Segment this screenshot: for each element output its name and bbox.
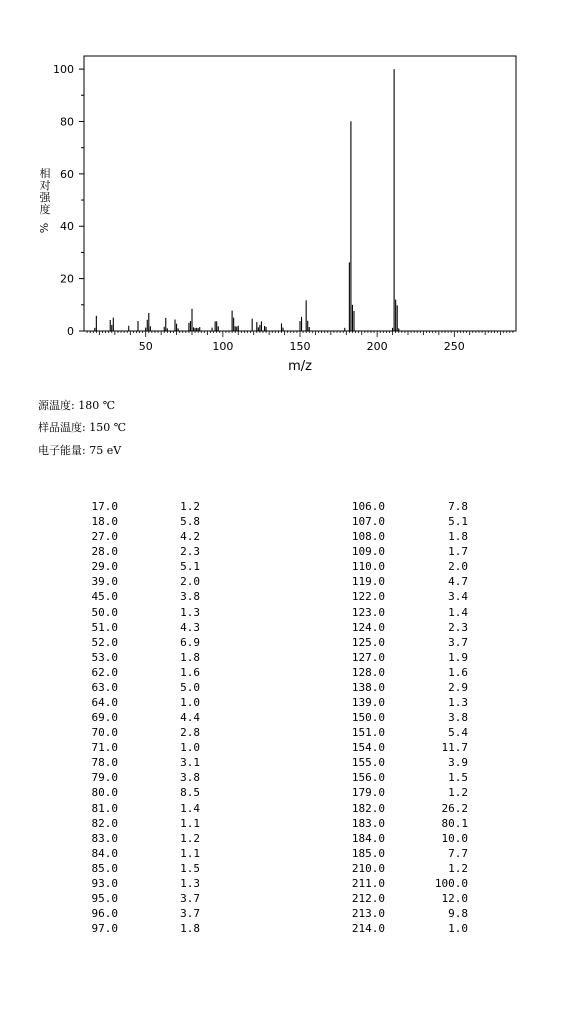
mz-value: 28.0 — [91, 545, 118, 559]
relative-intensity-value: 9.8 — [448, 907, 468, 921]
mz-value: 182.0 — [351, 801, 385, 815]
relative-intensity-value: 5.4 — [448, 726, 468, 740]
relative-intensity-value: 1.3 — [448, 696, 468, 710]
y-tick-label: 60 — [60, 167, 74, 181]
mz-value: 29.0 — [91, 560, 118, 574]
mz-value: 78.0 — [91, 756, 118, 770]
table-row — [89, 665, 200, 680]
relative-intensity-value: 5.1 — [180, 560, 200, 574]
relative-intensity-value: 1.4 — [448, 605, 468, 619]
relative-intensity-value: 2.3 — [448, 620, 468, 634]
table-row — [89, 574, 200, 589]
mz-value: 85.0 — [91, 861, 118, 875]
mz-value: 119.0 — [351, 575, 385, 589]
relative-intensity-value: 100.0 — [434, 876, 468, 890]
relative-intensity-value: 3.7 — [448, 635, 468, 649]
table-row — [349, 680, 468, 695]
mz-value: 39.0 — [91, 575, 118, 589]
mz-value: 108.0 — [351, 530, 385, 544]
relative-intensity-value: 2.9 — [448, 680, 468, 694]
relative-intensity-value: 1.9 — [448, 650, 468, 664]
relative-intensity-value: 3.4 — [448, 590, 468, 604]
x-tick-label: 200 — [366, 340, 388, 353]
relative-intensity-value: 11.7 — [441, 741, 468, 755]
plot-frame — [84, 56, 516, 331]
mz-value: 27.0 — [91, 530, 118, 544]
table-row — [349, 785, 468, 800]
mz-value: 179.0 — [351, 786, 385, 800]
table-row — [89, 635, 200, 650]
mz-value: 212.0 — [351, 892, 385, 906]
y-axis-label-char: 相 — [39, 167, 51, 180]
table-row — [89, 529, 200, 544]
y-axis-label-char: 强 — [39, 191, 51, 204]
mz-value: 150.0 — [351, 711, 385, 725]
mz-value: 63.0 — [91, 680, 118, 694]
x-tick-label: 50 — [138, 340, 153, 353]
relative-intensity-value: 8.5 — [180, 786, 200, 800]
table-row — [89, 816, 200, 831]
table-row — [89, 846, 200, 861]
mz-value: 213.0 — [351, 907, 385, 921]
y-axis-label-char: 度 — [39, 203, 51, 216]
relative-intensity-value: 2.3 — [180, 545, 200, 559]
mz-value: 52.0 — [91, 635, 118, 649]
table-row — [89, 650, 200, 665]
source-temperature: 源温度: 180 ℃ — [38, 399, 115, 412]
mz-value: 183.0 — [351, 816, 385, 830]
mz-value: 155.0 — [351, 756, 385, 770]
mz-value: 18.0 — [91, 515, 118, 529]
relative-intensity-value: 5.1 — [448, 515, 468, 529]
relative-intensity-value: 10.0 — [441, 831, 468, 845]
table-row — [349, 876, 468, 891]
table-row — [349, 499, 468, 514]
relative-intensity-value: 1.5 — [180, 861, 200, 875]
mz-value: 151.0 — [351, 726, 385, 740]
relative-intensity-value: 2.0 — [180, 575, 200, 589]
mz-value: 210.0 — [351, 861, 385, 875]
table-row — [349, 514, 468, 529]
mz-value: 82.0 — [91, 816, 118, 830]
relative-intensity-value: 1.1 — [180, 816, 200, 830]
table-row — [349, 770, 468, 785]
x-axis-label: m/z — [288, 359, 312, 374]
mz-value: 80.0 — [91, 786, 118, 800]
relative-intensity-value: 3.8 — [180, 771, 200, 785]
relative-intensity-value: 1.0 — [180, 741, 200, 755]
mz-value: 154.0 — [351, 741, 385, 755]
peak-table-left — [89, 499, 200, 936]
relative-intensity-value: 7.7 — [448, 846, 468, 860]
mz-value: 62.0 — [91, 665, 118, 679]
mz-value: 93.0 — [91, 876, 118, 890]
table-row — [89, 559, 200, 574]
x-tick-label: 100 — [212, 340, 234, 353]
sample-temperature: 样品温度: 150 ℃ — [38, 421, 126, 434]
relative-intensity-value: 2.0 — [448, 560, 468, 574]
relative-intensity-value: 1.0 — [180, 696, 200, 710]
table-row — [349, 725, 468, 740]
table-row — [89, 831, 200, 846]
table-row — [349, 710, 468, 725]
mz-value: 69.0 — [91, 711, 118, 725]
relative-intensity-value: 4.3 — [180, 620, 200, 634]
relative-intensity-value: 3.1 — [180, 756, 200, 770]
mz-value: 79.0 — [91, 771, 118, 785]
table-row — [89, 710, 200, 725]
relative-intensity-value: 7.8 — [448, 500, 468, 513]
x-tick-label: 250 — [443, 340, 465, 353]
y-axis-unit: % — [37, 222, 51, 234]
relative-intensity-value: 4.4 — [180, 711, 200, 725]
y-tick-label: 40 — [60, 220, 74, 234]
relative-intensity-value: 1.8 — [448, 530, 468, 544]
peak-bars — [95, 69, 399, 331]
relative-intensity-value: 1.2 — [448, 861, 468, 875]
y-axis — [53, 63, 84, 338]
mz-value: 106.0 — [351, 500, 385, 513]
y-tick-label: 80 — [60, 115, 74, 129]
table-row — [89, 725, 200, 740]
table-row — [89, 589, 200, 604]
relative-intensity-value: 4.7 — [448, 575, 468, 589]
table-row — [349, 740, 468, 755]
table-row — [89, 544, 200, 559]
relative-intensity-value: 2.8 — [180, 726, 200, 740]
table-row — [349, 559, 468, 574]
table-row — [349, 665, 468, 680]
mz-value: 127.0 — [351, 650, 385, 664]
mz-value: 156.0 — [351, 771, 385, 785]
relative-intensity-value: 5.0 — [180, 680, 200, 694]
mz-value: 64.0 — [91, 696, 118, 710]
table-row — [349, 921, 468, 936]
y-tick-label: 20 — [60, 272, 74, 286]
mz-value: 125.0 — [351, 635, 385, 649]
relative-intensity-value: 6.9 — [180, 635, 200, 649]
mz-value: 71.0 — [91, 741, 118, 755]
table-row — [89, 620, 200, 635]
table-row — [349, 906, 468, 921]
table-row — [349, 529, 468, 544]
mz-value: 51.0 — [91, 620, 118, 634]
table-row — [349, 861, 468, 876]
relative-intensity-value: 12.0 — [441, 892, 468, 906]
mz-value: 97.0 — [91, 922, 118, 936]
table-row — [89, 906, 200, 921]
mz-value: 110.0 — [351, 560, 385, 574]
mz-value: 95.0 — [91, 892, 118, 906]
mz-value: 138.0 — [351, 680, 385, 694]
relative-intensity-value: 1.2 — [180, 831, 200, 845]
relative-intensity-value: 1.1 — [180, 846, 200, 860]
mz-value: 128.0 — [351, 665, 385, 679]
relative-intensity-value: 1.6 — [448, 665, 468, 679]
x-tick-label: 150 — [289, 340, 311, 353]
relative-intensity-value: 5.8 — [180, 515, 200, 529]
mz-value: 84.0 — [91, 846, 118, 860]
table-row — [349, 816, 468, 831]
mass-spectrum-chart — [0, 0, 570, 380]
relative-intensity-value: 1.0 — [448, 922, 468, 936]
table-row — [349, 695, 468, 710]
y-axis-label-char: 对 — [39, 179, 51, 192]
relative-intensity-value: 3.7 — [180, 907, 200, 921]
relative-intensity-value: 1.4 — [180, 801, 200, 815]
y-tick-label: 0 — [67, 325, 74, 338]
table-row — [89, 740, 200, 755]
table-row — [349, 891, 468, 906]
table-row — [89, 499, 200, 514]
table-row — [349, 801, 468, 816]
table-row — [89, 680, 200, 695]
table-row — [89, 514, 200, 529]
mz-value: 53.0 — [91, 650, 118, 664]
table-row — [349, 605, 468, 620]
table-row — [89, 801, 200, 816]
mz-value: 81.0 — [91, 801, 118, 815]
relative-intensity-value: 3.8 — [180, 590, 200, 604]
mz-value: 107.0 — [351, 515, 385, 529]
relative-intensity-value: 3.8 — [448, 711, 468, 725]
table-row — [89, 695, 200, 710]
mz-value: 70.0 — [91, 726, 118, 740]
relative-intensity-value: 3.7 — [180, 892, 200, 906]
mz-value: 122.0 — [351, 590, 385, 604]
relative-intensity-value: 1.2 — [448, 786, 468, 800]
table-row — [89, 891, 200, 906]
mz-value: 96.0 — [91, 907, 118, 921]
relative-intensity-value: 1.8 — [180, 650, 200, 664]
x-axis — [87, 331, 513, 353]
table-row — [89, 861, 200, 876]
table-row — [349, 544, 468, 559]
table-row — [349, 755, 468, 770]
electron-energy: 电子能量: 75 eV — [38, 444, 122, 457]
relative-intensity-value: 1.3 — [180, 876, 200, 890]
relative-intensity-value: 26.2 — [441, 801, 468, 815]
relative-intensity-value: 80.1 — [441, 816, 468, 830]
mz-value: 45.0 — [91, 590, 118, 604]
relative-intensity-value: 1.6 — [180, 665, 200, 679]
y-tick-label: 100 — [53, 63, 74, 77]
relative-intensity-value: 4.2 — [180, 530, 200, 544]
relative-intensity-value: 1.2 — [180, 500, 200, 513]
relative-intensity-value: 1.7 — [448, 545, 468, 559]
table-row — [89, 755, 200, 770]
mz-value: 139.0 — [351, 696, 385, 710]
table-row — [89, 605, 200, 620]
mz-value: 185.0 — [351, 846, 385, 860]
table-row — [349, 650, 468, 665]
table-row — [349, 831, 468, 846]
table-row — [89, 876, 200, 891]
relative-intensity-value: 3.9 — [448, 756, 468, 770]
mz-value: 83.0 — [91, 831, 118, 845]
table-row — [349, 635, 468, 650]
table-row — [89, 770, 200, 785]
peak-table-right — [349, 499, 468, 936]
y-axis-label — [38, 168, 52, 234]
mz-value: 123.0 — [351, 605, 385, 619]
mz-value: 50.0 — [91, 605, 118, 619]
mz-value: 211.0 — [351, 876, 385, 890]
table-row — [89, 921, 200, 936]
mz-value: 17.0 — [91, 500, 118, 513]
table-row — [89, 785, 200, 800]
relative-intensity-value: 1.3 — [180, 605, 200, 619]
mz-value: 184.0 — [351, 831, 385, 845]
table-row — [349, 620, 468, 635]
mz-value: 109.0 — [351, 545, 385, 559]
mz-value: 124.0 — [351, 620, 385, 634]
relative-intensity-value: 1.8 — [180, 922, 200, 936]
table-row — [349, 589, 468, 604]
table-row — [349, 574, 468, 589]
table-row — [349, 846, 468, 861]
relative-intensity-value: 1.5 — [448, 771, 468, 785]
mz-value: 214.0 — [351, 922, 385, 936]
